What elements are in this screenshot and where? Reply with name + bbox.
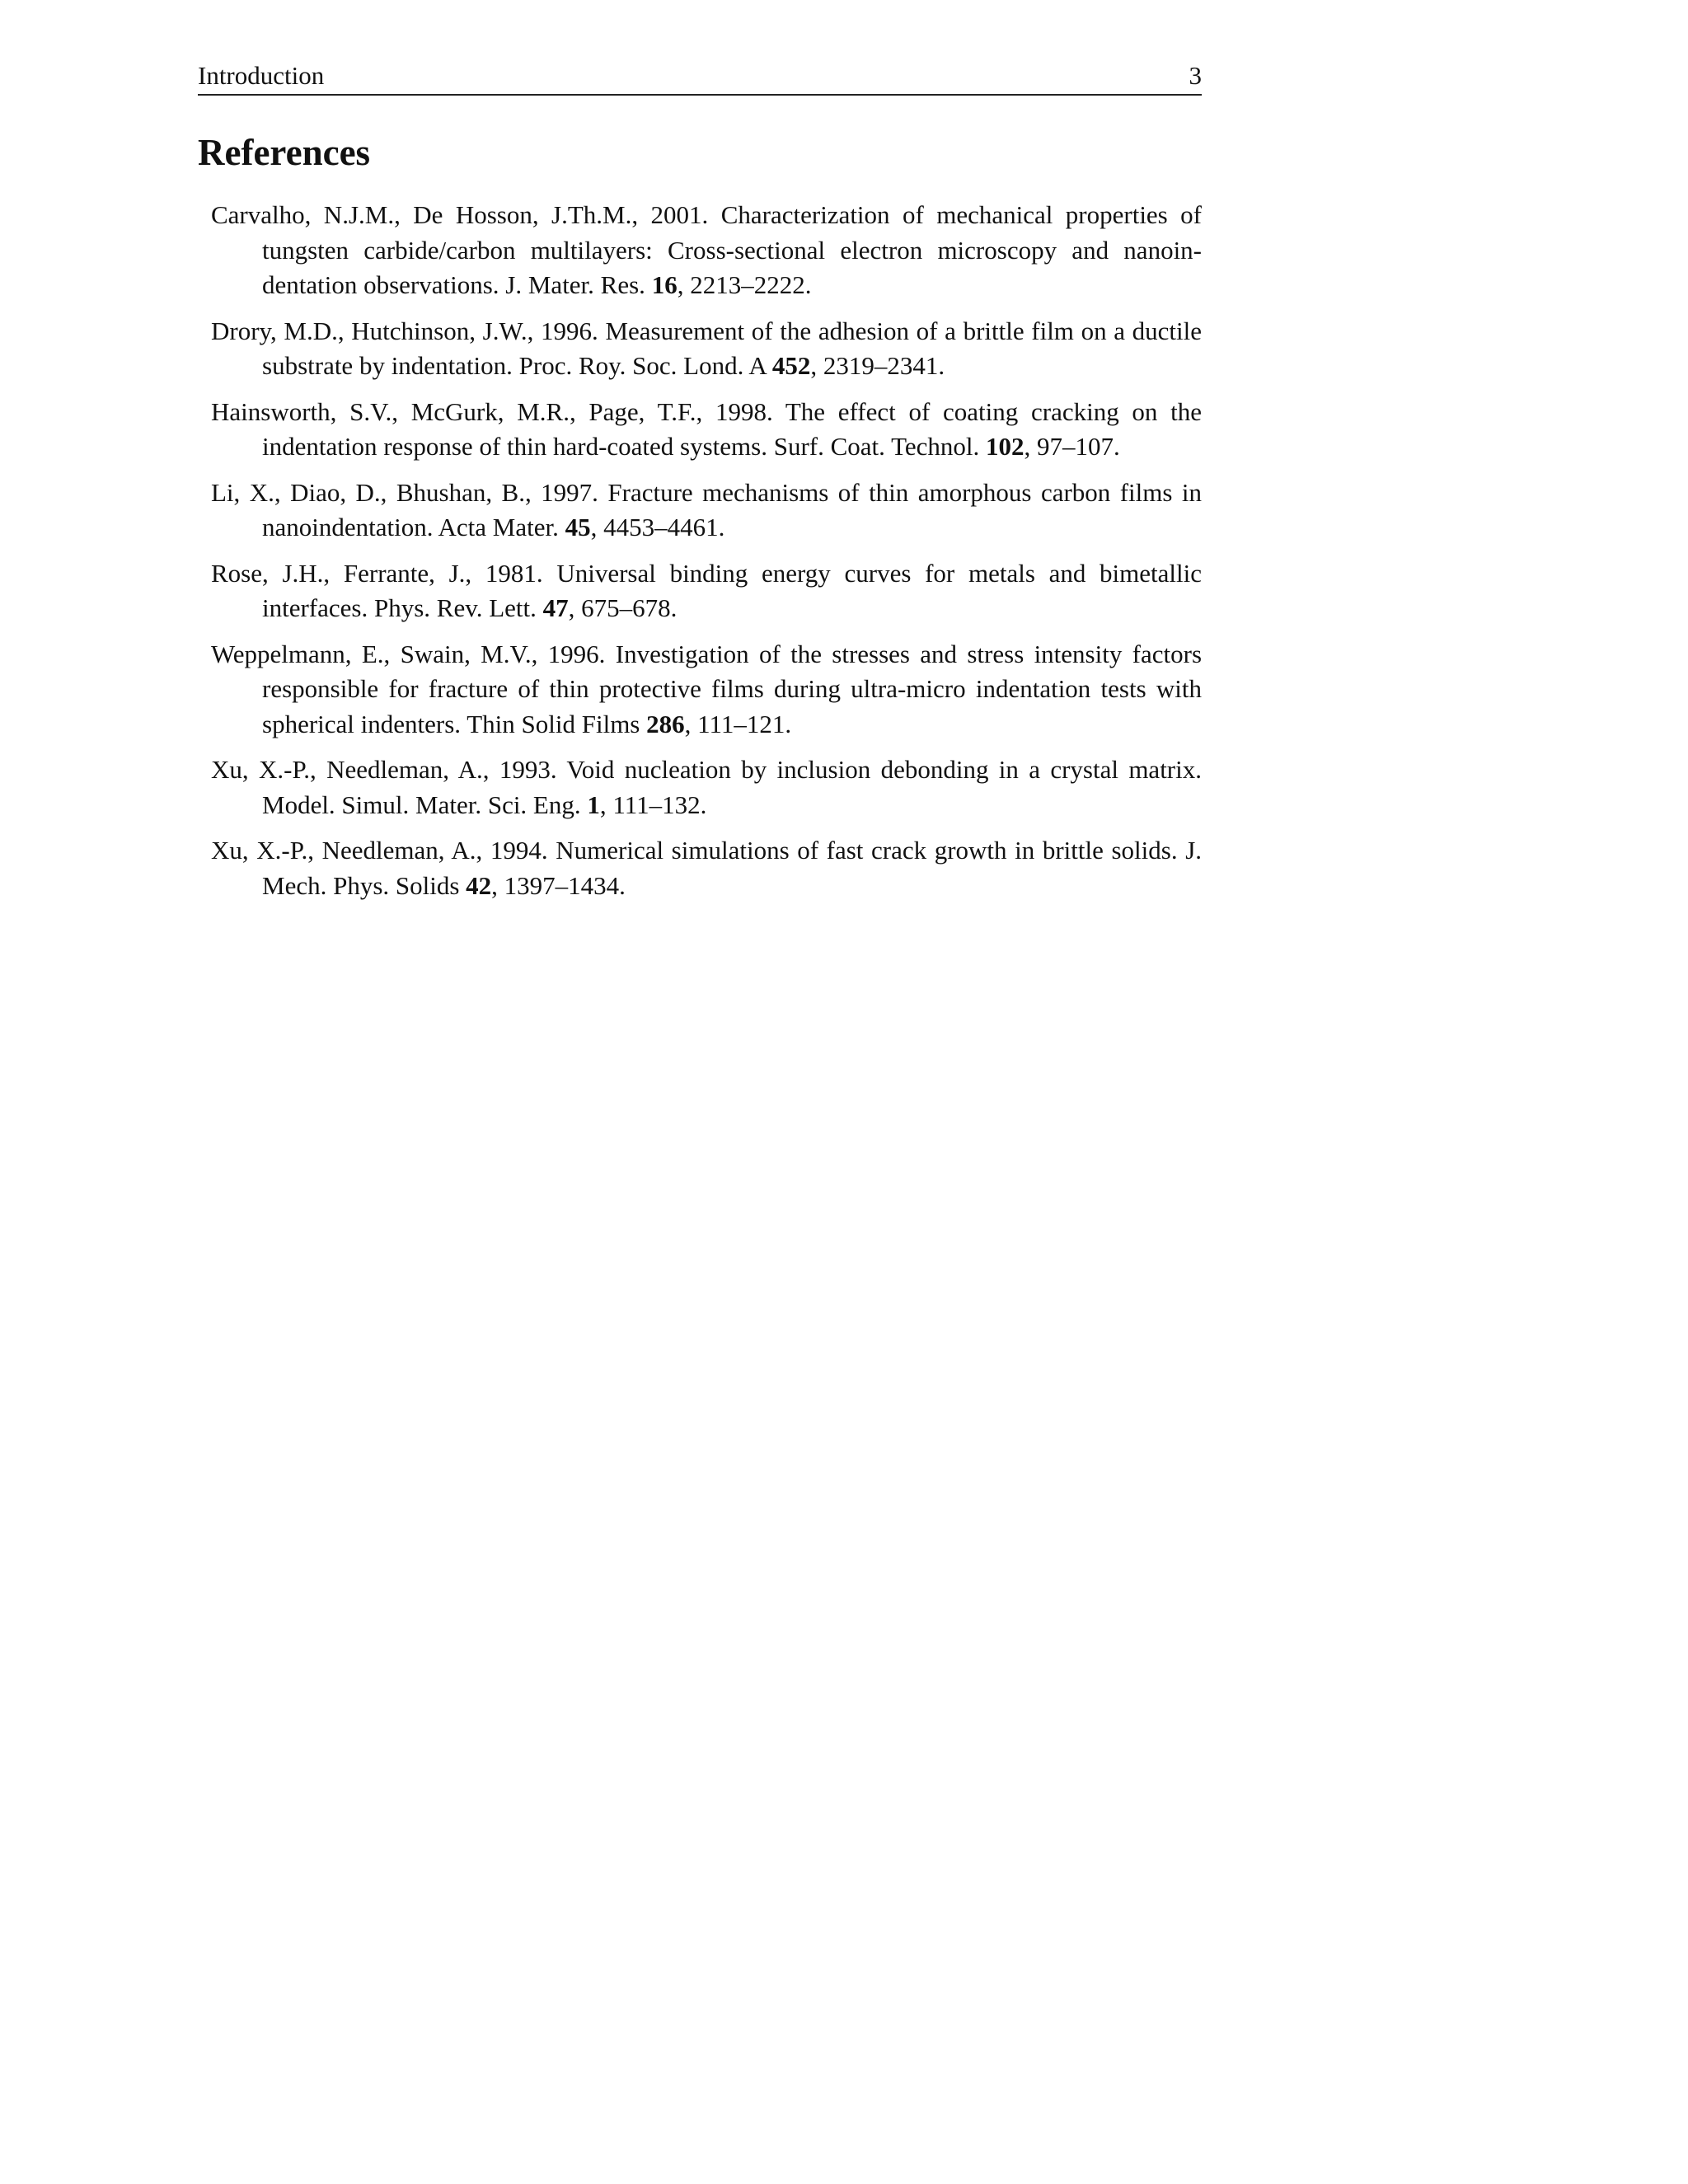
reference-title-journal: Void nucleation by inclusion debonding in a crystal matrix. Model. Simul. Mater. Sci. Eng. bbox=[262, 755, 1202, 819]
reference-title-journal: Universal binding energy curves for metals and bimetallic interfaces. Phys. Rev. Lett. bbox=[262, 558, 1203, 622]
reference-volume: 47 bbox=[542, 593, 569, 622]
reference-item bbox=[211, 476, 1202, 546]
reference-pages: , 111–121. bbox=[684, 709, 792, 738]
reference-volume: 452 bbox=[771, 351, 811, 380]
reference-title-journal: Numerical simulations of fast crack growth in brittle solids. J. Mech. Phys. Solids bbox=[262, 836, 1203, 900]
reference-volume: 286 bbox=[646, 709, 685, 738]
reference-pages: , 2319–2341. bbox=[810, 351, 945, 380]
reference-authors-year: Drory, M.D., Hutchinson, J.W., 1996. bbox=[211, 316, 598, 345]
reference-volume: 1 bbox=[587, 790, 600, 819]
reference-pages: , 4453–4461. bbox=[590, 513, 725, 541]
reference-title-journal: Characterization of mechanical properties of tungsten carbide/carbon multilayers: Cross-sectional electron microscopy and nanoin-dentation observations. J. Mater. Res. bbox=[262, 200, 1203, 299]
reference-volume: 45 bbox=[565, 513, 591, 541]
reference-item bbox=[211, 752, 1202, 823]
reference-pages: , 675–678. bbox=[568, 593, 678, 622]
reference-pages: , 111–132. bbox=[599, 790, 707, 819]
reference-volume: 102 bbox=[986, 432, 1025, 461]
reference-authors-year: Weppelmann, E., Swain, M.V., 1996. bbox=[211, 639, 606, 668]
reference-item bbox=[211, 637, 1202, 743]
reference-volume: 16 bbox=[651, 270, 678, 299]
references-heading: References bbox=[198, 132, 371, 173]
reference-authors-year: Rose, J.H., Ferrante, J., 1981. bbox=[211, 558, 543, 588]
reference-pages: , 97–107. bbox=[1024, 432, 1120, 461]
reference-pages: , 1397–1434. bbox=[491, 870, 626, 900]
reference-authors-year: Carvalho, N.J.M., De Hosson, J.Th.M., 2001. bbox=[211, 200, 709, 229]
reference-item bbox=[211, 556, 1202, 626]
reference-title-journal: Measurement of the adhesion of a brittle film on a ductile substrate by indentation. Proc. Roy. Soc. Lond. A bbox=[262, 316, 1203, 380]
reference-item bbox=[211, 314, 1202, 384]
reference-title-journal: Fracture mechanisms of thin amorphous carbon films in nanoindentation. Acta Mater. bbox=[262, 477, 1203, 541]
running-head-title: Introduction bbox=[198, 61, 325, 90]
running-head bbox=[198, 58, 1202, 96]
reference-volume: 42 bbox=[466, 870, 492, 900]
reference-title-journal: The effect of coating cracking on the indentation response of thin hard-coated systems. Surf. Coat. Technol. bbox=[262, 396, 1202, 461]
reference-title-journal: Investigation of the stresses and stress intensity factors responsible for fracture of thin protective films during ultra-micro indentation tests with spherical indenters. Thin Solid Films bbox=[262, 639, 1203, 738]
reference-authors-year: Xu, X.-P., Needleman, A., 1994. bbox=[211, 836, 548, 865]
reference-item bbox=[211, 198, 1202, 303]
reference-authors-year: Hainsworth, S.V., McGurk, M.R., Page, T.F., 1998. bbox=[211, 396, 773, 426]
reference-item bbox=[211, 833, 1202, 903]
reference-pages: , 2213–2222. bbox=[677, 270, 812, 299]
reference-authors-year: Xu, X.-P., Needleman, A., 1993. bbox=[211, 755, 557, 784]
reference-list bbox=[211, 198, 1202, 914]
reference-item bbox=[211, 395, 1202, 465]
reference-authors-year: Li, X., Diao, D., Bhushan, B., 1997. bbox=[211, 477, 598, 507]
page-number: 3 bbox=[1189, 61, 1202, 90]
